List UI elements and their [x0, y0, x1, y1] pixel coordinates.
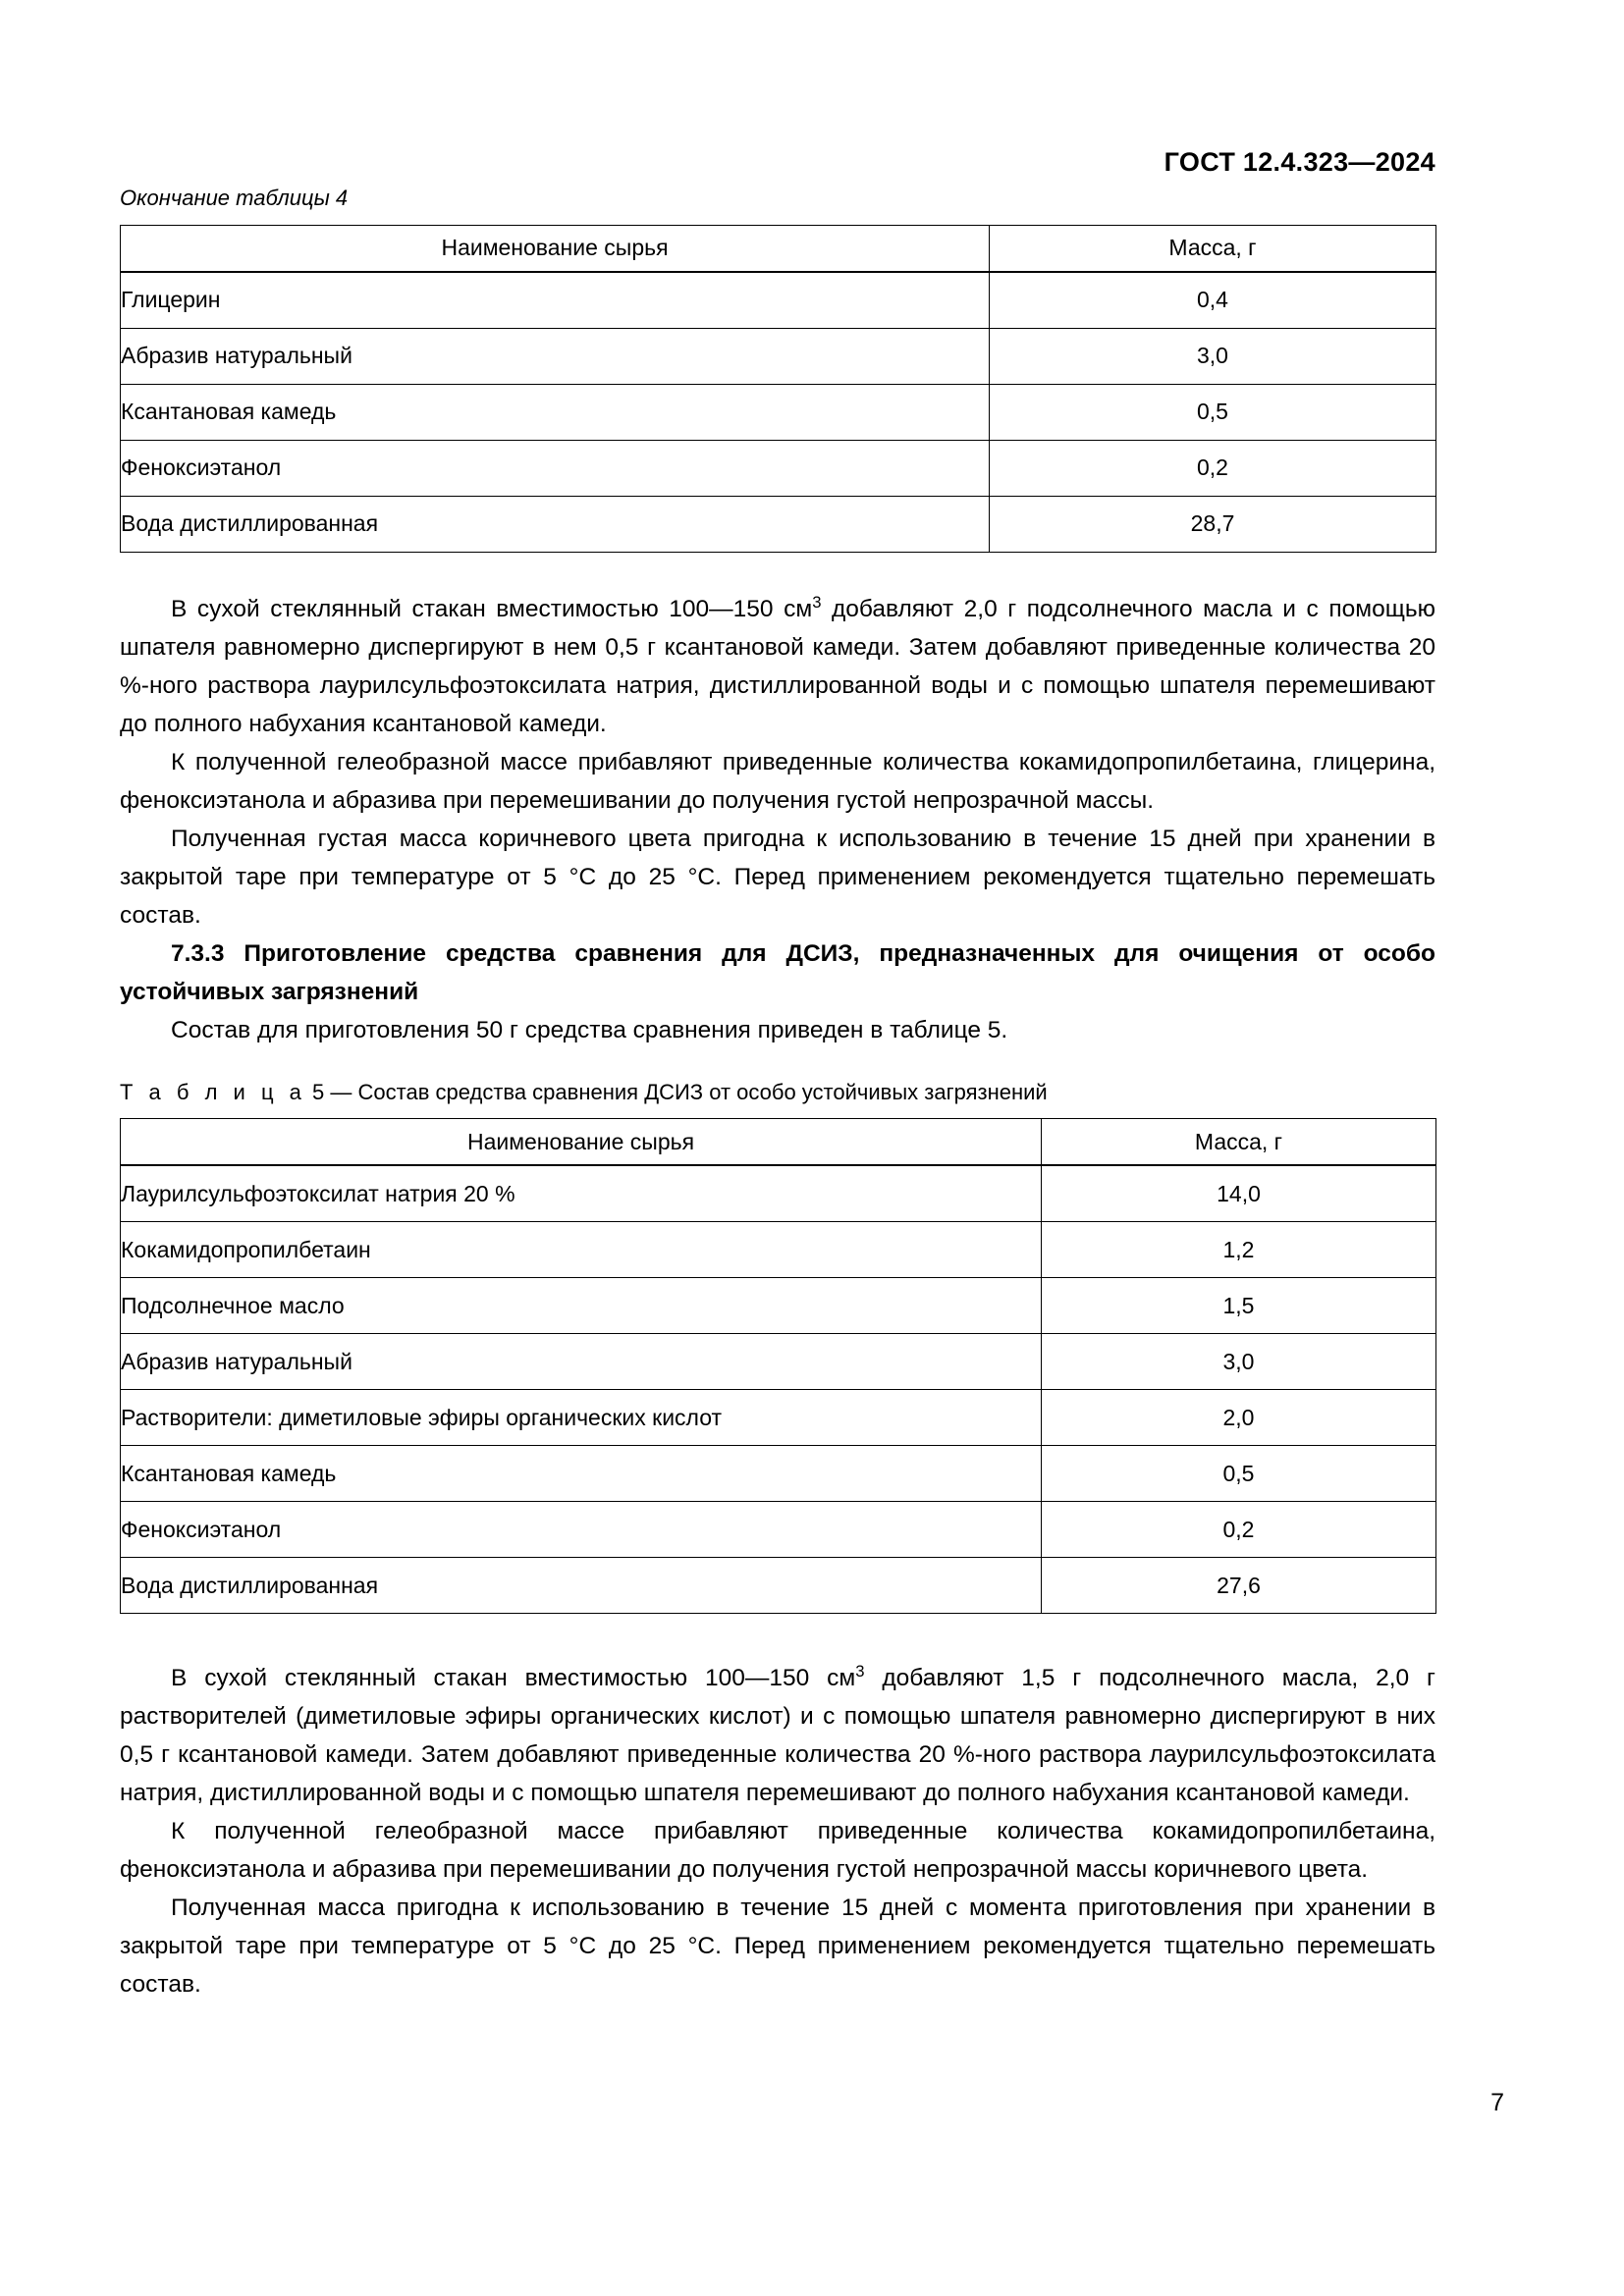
table4-cell-name: Абразив натуральный: [121, 328, 990, 384]
table5-cell-name: Вода дистиллированная: [121, 1558, 1042, 1614]
table5-cell-mass: 3,0: [1042, 1334, 1436, 1390]
table4-header-row: [121, 225, 1436, 272]
paragraph-storage-5: Полученная масса пригодна к использованию в течение 15 дней с момента приготовления при хранении в закрытой таре при температуре от 5 °C до 25 °C. Перед применением рекомендуется тщательно перемешать состав.: [120, 1895, 1435, 1999]
paragraph-gel-5: К полученной гелеобразной массе прибавляют приведенные количества кокамидопропилбетаина, феноксиэтанола и абразива при перемешивании до получения густой непрозрачной массы коричневого цвета.: [120, 1818, 1435, 1884]
table-row: [121, 1278, 1436, 1334]
table-row: [121, 1390, 1436, 1446]
table5-cell-mass: 27,6: [1042, 1558, 1436, 1614]
table5-cell-name: Абразив натуральный: [121, 1334, 1042, 1390]
table5-col-header-mass: Масса, г: [1042, 1119, 1436, 1166]
page-header: [120, 0, 1435, 185]
table-row: [121, 1502, 1436, 1558]
table-row: [121, 384, 1436, 440]
paragraph-prep-4: [120, 590, 1435, 743]
paragraph-prep-5-part2: добавляют 1,5 г подсолнечного масла, 2,0 г растворителей (диметиловые эфиры органических кислот) и с помощью шпателя равномерно диспергируют в них 0,5 г ксантановой камеди. Затем добавляют приведенные количества 20 %-ного раствора лаурилсульфоэтоксилата натрия, дистиллированной воды и с помощью шпателя перемешивают до полного набухания ксантановой камеди.: [120, 1665, 1435, 1807]
table5-cell-name: Кокамидопропилбетаин: [121, 1222, 1042, 1278]
table-row: [121, 496, 1436, 552]
table4-wrapper: [120, 225, 1435, 553]
table5: [120, 1118, 1436, 1614]
table5-body: [121, 1165, 1436, 1614]
standard-number-header: ГОСТ 12.4.323—2024: [1164, 147, 1435, 177]
table5-cell-name: Феноксиэтанол: [121, 1502, 1042, 1558]
table4-cell-name: Ксантановая камедь: [121, 384, 990, 440]
table4-cell-mass: 0,4: [990, 272, 1436, 329]
table5-col-header-name: Наименование сырья: [121, 1119, 1042, 1166]
table-row: [121, 328, 1436, 384]
spacer-before-table5: [120, 1049, 1435, 1079]
table5-cell-mass: 0,5: [1042, 1446, 1436, 1502]
paragraph-storage-4: Полученная густая масса коричневого цвета пригодна к использованию в течение 15 дней при хранении в закрытой таре при температуре от 5 °C до 25 °C. Перед применением рекомендуется тщательно перемешать состав.: [120, 825, 1435, 929]
paragraph-prep-5: [120, 1659, 1435, 1812]
table4-caption: Окончание таблицы 4: [120, 186, 349, 210]
table-row: [121, 272, 1436, 329]
table-row: [121, 1334, 1436, 1390]
table4-body: [121, 272, 1436, 553]
table4-cell-mass: 0,5: [990, 384, 1436, 440]
table5-header-row: [121, 1119, 1436, 1166]
cubic-exponent: 3: [855, 1662, 865, 1682]
table4-cell-mass: 28,7: [990, 496, 1436, 552]
table5-cell-mass: 1,2: [1042, 1222, 1436, 1278]
table5-cell-name: Лаурилсульфоэтоксилат натрия 20 %: [121, 1165, 1042, 1222]
spacer-after-table4: [120, 553, 1435, 590]
table5-cell-name: Подсолнечное масло: [121, 1278, 1042, 1334]
table5-cell-mass: 14,0: [1042, 1165, 1436, 1222]
table4-cell-mass: 0,2: [990, 440, 1436, 496]
table-row: [121, 1558, 1436, 1614]
table-row: [121, 1222, 1436, 1278]
table4-cell-name: Вода дистиллированная: [121, 496, 990, 552]
table5-caption-label: Т а б л и ц а: [120, 1079, 306, 1104]
paragraph-gel-4: К полученной гелеобразной массе прибавляют приведенные количества кокамидопропилбетаина, глицерина, феноксиэтанола и абразива при перемешивании до получения густой непрозрачной массы.: [120, 748, 1435, 814]
table-row: [121, 1446, 1436, 1502]
table5-cell-mass: 1,5: [1042, 1278, 1436, 1334]
table4-col-header-name: Наименование сырья: [121, 225, 990, 272]
table5-wrapper: [120, 1118, 1435, 1614]
table-row: [121, 1165, 1436, 1222]
table4-cell-mass: 3,0: [990, 328, 1436, 384]
paragraph-prep-4-part2: добавляют 2,0 г подсолнечного масла и с помощью шпателя равномерно диспергируют в нем 0,5 г ксантановой камеди. Затем добавляют приведенные количества 20 %-ного раствора лаурилсульфоэтоксилата натрия, дистиллированной воды и с помощью шпателя перемешивают до полного набухания ксантановой камеди.: [120, 595, 1436, 737]
table4-col-header-mass: Масса, г: [990, 225, 1436, 272]
table5-cell-name: Растворители: диметиловые эфиры органических кислот: [121, 1390, 1042, 1446]
table-row: [121, 440, 1436, 496]
paragraph-prep-4-part1: В сухой стеклянный стакан вместимостью 100—150 см: [171, 595, 813, 622]
table5-cell-name: Ксантановая камедь: [121, 1446, 1042, 1502]
page-number: 7: [1490, 2089, 1504, 2116]
table5-cell-mass: 2,0: [1042, 1390, 1436, 1446]
paragraph-prep-5-part1: В сухой стеклянный стакан вместимостью 100—150 см: [171, 1665, 856, 1692]
table4-cell-name: Феноксиэтанол: [121, 440, 990, 496]
table5-caption: [120, 1079, 1435, 1107]
cubic-exponent: 3: [812, 592, 822, 612]
table5-cell-mass: 0,2: [1042, 1502, 1436, 1558]
table4-cell-name: Глицерин: [121, 272, 990, 329]
table4: [120, 225, 1436, 553]
spacer-after-table5: [120, 1614, 1435, 1659]
section-heading-733: 7.3.3 Приготовление средства сравнения для ДСИЗ, предназначенных для очищения от особо устойчивых загрязнений: [120, 939, 1435, 1005]
table5-caption-text: 5 — Состав средства сравнения ДСИЗ от особо устойчивых загрязнений: [312, 1079, 1048, 1104]
section-intro-733: Состав для приготовления 50 г средства сравнения приведен в таблице 5.: [171, 1016, 1008, 1043]
page-content: [120, 0, 1435, 2003]
